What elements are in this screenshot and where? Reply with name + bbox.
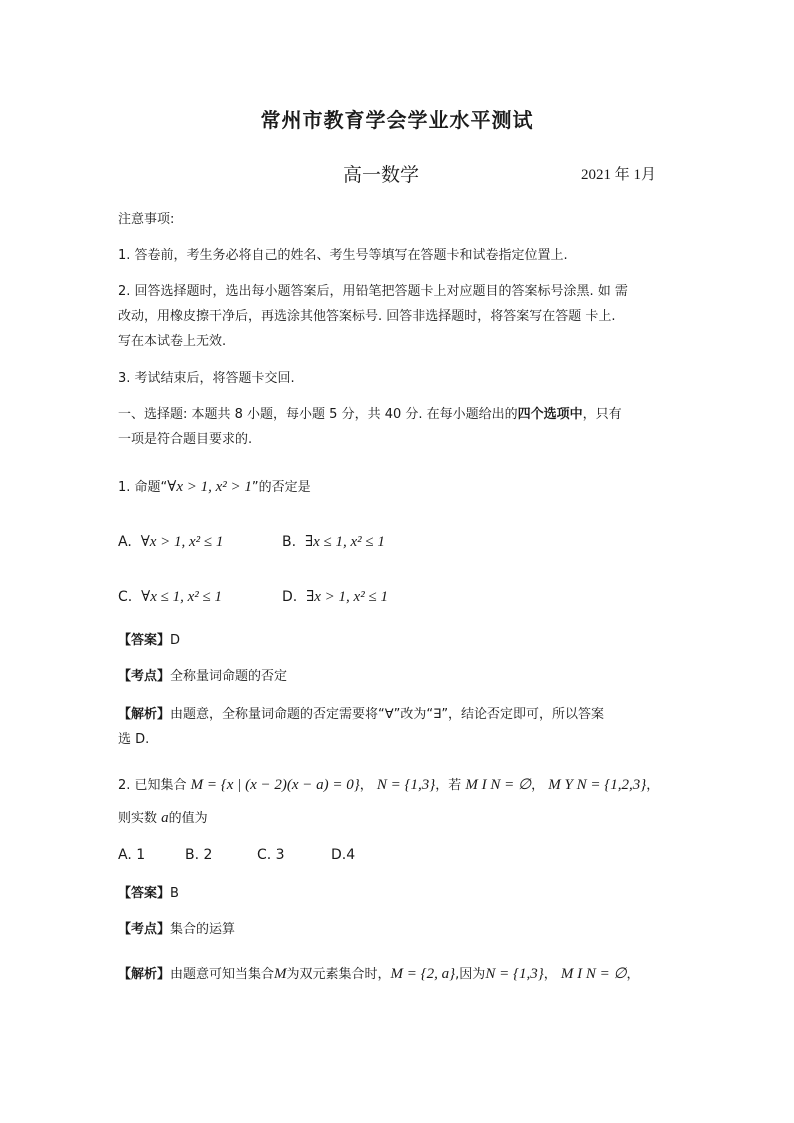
q1-option-c-text: ∀x ≤ 1, x² ≤ 1 xyxy=(141,589,222,605)
note-item-2: 2. 回答选择题时，选出每小题答案后，用铅笔把答题卡上对应题目的答案标号涂黑. 如 需 xyxy=(118,284,628,299)
q2-stem xyxy=(118,777,659,794)
q1-answer-value: D xyxy=(170,633,181,648)
q1-option-b xyxy=(282,532,385,551)
q1-option-a-label: A. xyxy=(118,534,132,550)
q1-option-a xyxy=(118,532,223,551)
q1-answer xyxy=(118,633,180,649)
q1-topic-tag: 【考点】 xyxy=(118,669,171,684)
q1-stem-pre: 1. 命题“ xyxy=(118,480,168,495)
q2-line2-var: a xyxy=(161,810,169,826)
q2-answer-tag: 【答案】 xyxy=(118,886,171,901)
q1-stem-math: ∀x > 1, x² > 1 xyxy=(167,479,252,495)
q1-option-c-label: C. xyxy=(118,589,133,605)
q2-cond-pre: ，若 xyxy=(435,778,466,793)
q1-option-a-text: ∀x > 1, x² ≤ 1 xyxy=(140,534,224,550)
note-item-2-cont: 改动，用橡皮擦干净后，再选涂其他答案标号. 回答非选择题时，将答案写在答题 卡上. xyxy=(118,309,616,324)
q2-analysis-mid2: ,因为 xyxy=(455,967,486,982)
q1-analysis-tag: 【解析】 xyxy=(118,707,171,722)
q2-analysis-cond: M I N = ∅ xyxy=(560,966,627,982)
q2-analysis-m: M = {2, a} xyxy=(390,966,456,982)
exam-date: 2021 年 1月 xyxy=(581,167,657,183)
q2-sep-3: ， xyxy=(646,778,660,793)
q2-stem-pre: 2. 已知集合 xyxy=(118,778,191,793)
note-item-3: 3. 考试结束后，将答题卡交回. xyxy=(118,371,295,386)
q2-analysis-pre: 由题意可知当集合 xyxy=(170,967,275,982)
q1-answer-tag: 【答案】 xyxy=(118,633,171,648)
q2-analysis xyxy=(118,966,640,983)
q2-option-b: B. 2 xyxy=(185,847,213,863)
q2-answer-value: B xyxy=(170,886,179,901)
q1-topic-text: 全称量词命题的否定 xyxy=(170,669,288,684)
q2-analysis-end: ， xyxy=(626,967,640,982)
note-item-2-cont2: 写在本试卷上无效. xyxy=(118,334,227,349)
q2-topic xyxy=(118,922,235,938)
q2-cond-1: M I N = ∅ xyxy=(465,777,532,793)
q1-option-d xyxy=(282,587,388,606)
q1-topic xyxy=(118,669,287,685)
section-header xyxy=(118,407,622,423)
exam-title: 常州市教育学会学业水平测试 xyxy=(260,108,534,132)
q2-answer xyxy=(118,886,179,902)
q1-option-c xyxy=(118,587,222,606)
section-header-cont: 一项是符合题目要求的. xyxy=(118,432,253,447)
q2-option-d: D.4 xyxy=(331,847,356,863)
q2-sep-2: ， xyxy=(531,778,545,793)
section-text-bold: 四个选项中 xyxy=(517,407,583,422)
note-item-1: 1. 答卷前，考生务必将自己的姓名、考生号等填写在答题卡和试卷指定位置上. xyxy=(118,248,568,263)
section-text-pre: 一、选择题: 本题共 8 小题，每小题 5 分，共 40 分. 在每小题给出的 xyxy=(118,407,518,422)
q1-stem-post: ”的否定是 xyxy=(251,480,311,495)
q1-analysis-text: 由题意，全称量词命题的否定需要将“∀”改为“∃”，结论否定即可，所以答案 xyxy=(170,707,605,722)
q2-line2-pre: 则实数 xyxy=(118,811,162,826)
q2-topic-text: 集合的运算 xyxy=(170,922,236,937)
q2-option-c: C. 3 xyxy=(257,847,285,863)
q1-analysis xyxy=(118,707,604,723)
q1-option-d-label: D. xyxy=(282,589,298,605)
q1-analysis-cont: 选 D. xyxy=(118,732,150,747)
q2-line2-post: 的值为 xyxy=(168,811,208,826)
q2-analysis-var: M xyxy=(274,966,287,982)
q2-sep-1: ， xyxy=(359,778,373,793)
q1-option-b-label: B. xyxy=(282,534,297,550)
section-text-post: ，只有 xyxy=(582,407,622,422)
q2-analysis-mid: 为双元素集合时， xyxy=(286,967,391,982)
q2-analysis-tag: 【解析】 xyxy=(118,967,171,982)
q2-topic-tag: 【考点】 xyxy=(118,922,171,937)
q2-option-a: A. 1 xyxy=(118,847,146,863)
q2-cond-2: M Y N = {1,2,3} xyxy=(548,777,647,793)
notes-heading: 注意事项: xyxy=(118,212,175,227)
q1-option-b-text: ∃x ≤ 1, x² ≤ 1 xyxy=(304,534,385,550)
exam-subtitle: 高一数学 xyxy=(343,164,420,186)
q1-option-d-text: ∃x > 1, x² ≤ 1 xyxy=(306,589,388,605)
q2-stem-cont xyxy=(118,810,208,827)
q2-analysis-sep: ， xyxy=(543,967,557,982)
q2-analysis-n: N = {1,3} xyxy=(485,966,544,982)
q2-set-n: N = {1,3} xyxy=(376,777,436,793)
q1-stem xyxy=(118,479,311,496)
q2-set-m: M = {x | (x − 2)(x − a) = 0} xyxy=(190,777,360,793)
